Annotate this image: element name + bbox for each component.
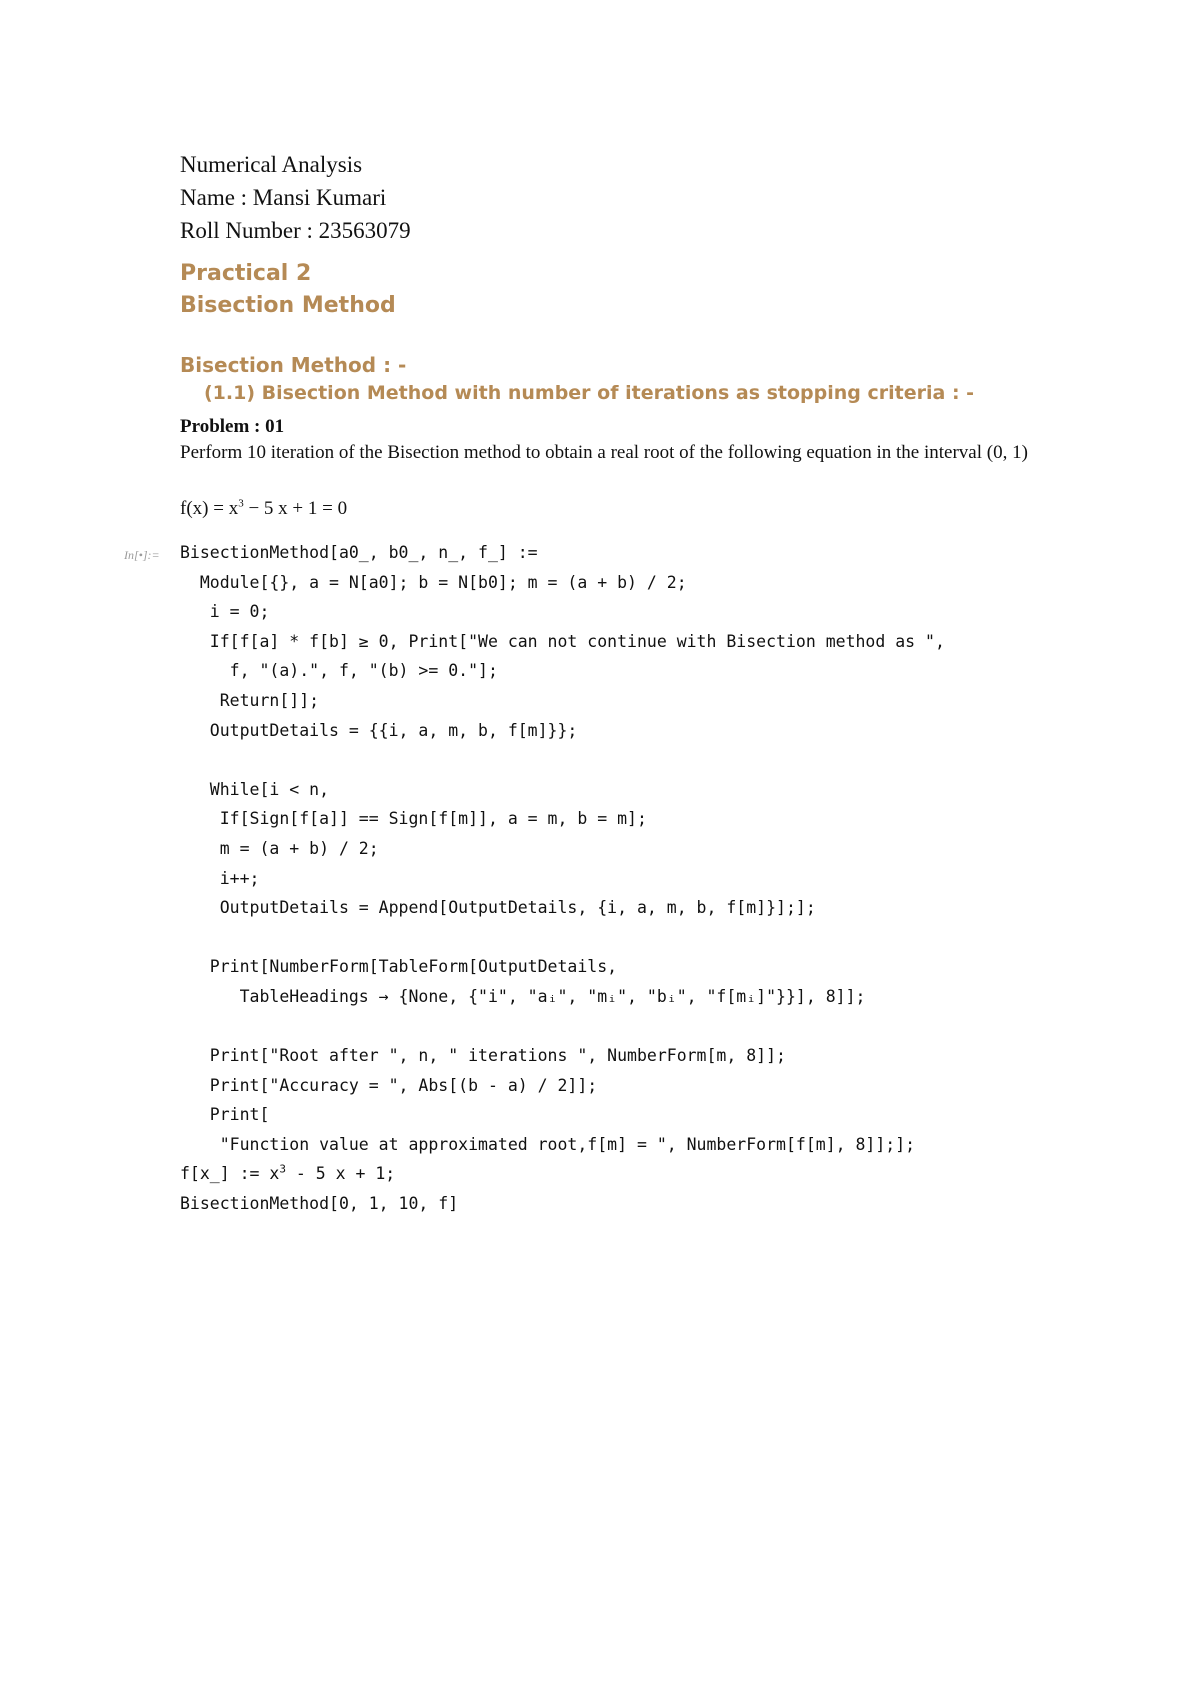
equation-prefix: f(x) = x (180, 498, 239, 519)
student-name: Name : Mansi Kumari (180, 185, 387, 210)
fdef-prefix: f[x_] := x (180, 1164, 280, 1184)
problem-equation (180, 496, 1080, 522)
code-line: BisectionMethod[a0_, b0_, n_, f_] := (180, 543, 538, 562)
roll-number: Roll Number : 23563079 (180, 218, 411, 243)
code-line: Print["Accuracy = ", Abs[(b - a) / 2]]; (180, 1075, 598, 1095)
practical-title: Practical 2 (180, 261, 312, 286)
code-line: i++; (180, 868, 260, 888)
code-line (180, 745, 945, 775)
input-cell-label: In[•]:= (124, 548, 160, 562)
code-line: Print[NumberForm[TableForm[OutputDetails, (180, 957, 618, 977)
code-line: m = (a + b) / 2; (180, 838, 379, 858)
equation-suffix: − 5 x + 1 = 0 (243, 498, 348, 519)
input-cell-code[interactable] (180, 538, 945, 1219)
problem-label: Problem : 01 (180, 416, 285, 437)
code-line: i = 0; (180, 602, 270, 622)
function-definition (180, 1159, 945, 1189)
code-line: If[f[a] * f[b] ≥ 0, Print["We can not continue with Bisection method as ", (180, 631, 945, 651)
code-line: Module[{}, a = N[a0]; b = N[b0]; m = (a + b) / 2; (180, 572, 687, 592)
section-heading: Bisection Method : - (180, 353, 407, 377)
code-line: Print["Root after ", n, " iterations ", NumberForm[m, 8]]; (180, 1046, 786, 1066)
code-line: While[i < n, (180, 779, 330, 799)
equation-exponent: 3 (238, 497, 244, 510)
code-line: f, "(a).", f, "(b) >= 0."]; (180, 661, 498, 681)
code-line: Print[ (180, 1105, 270, 1125)
course-title: Numerical Analysis (180, 152, 363, 177)
problem-statement: Perform 10 iteration of the Bisection method to obtain a real root of the following equation in the interval (0, 1) (180, 442, 1028, 463)
function-call: BisectionMethod[0, 1, 10, f] (180, 1194, 459, 1214)
section-subheading: (1.1) Bisection Method with number of iterations as stopping criteria : - (204, 382, 975, 404)
code-line: Return[]]; (180, 690, 320, 710)
fdef-suffix: - 5 x + 1; (285, 1164, 396, 1184)
topic-title: Bisection Method (180, 293, 396, 318)
code-line: "Function value at approximated root,f[m] = ", NumberForm[f[m], 8]];]; (180, 1134, 916, 1154)
code-line: OutputDetails = {{i, a, m, b, f[m]}}; (180, 720, 578, 740)
code-line: TableHeadings → {None, {"i", "aᵢ", "mᵢ", "bᵢ", "f[mᵢ]"}}], 8]]; (180, 986, 866, 1006)
code-line: If[Sign[f[a]] == Sign[f[m]], a = m, b = m]; (180, 809, 647, 829)
fdef-exponent: 3 (279, 1162, 286, 1176)
code-line: OutputDetails = Append[OutputDetails, {i, a, m, b, f[m]}];]; (180, 898, 816, 918)
code-line (180, 1012, 945, 1042)
code-line (180, 923, 945, 953)
